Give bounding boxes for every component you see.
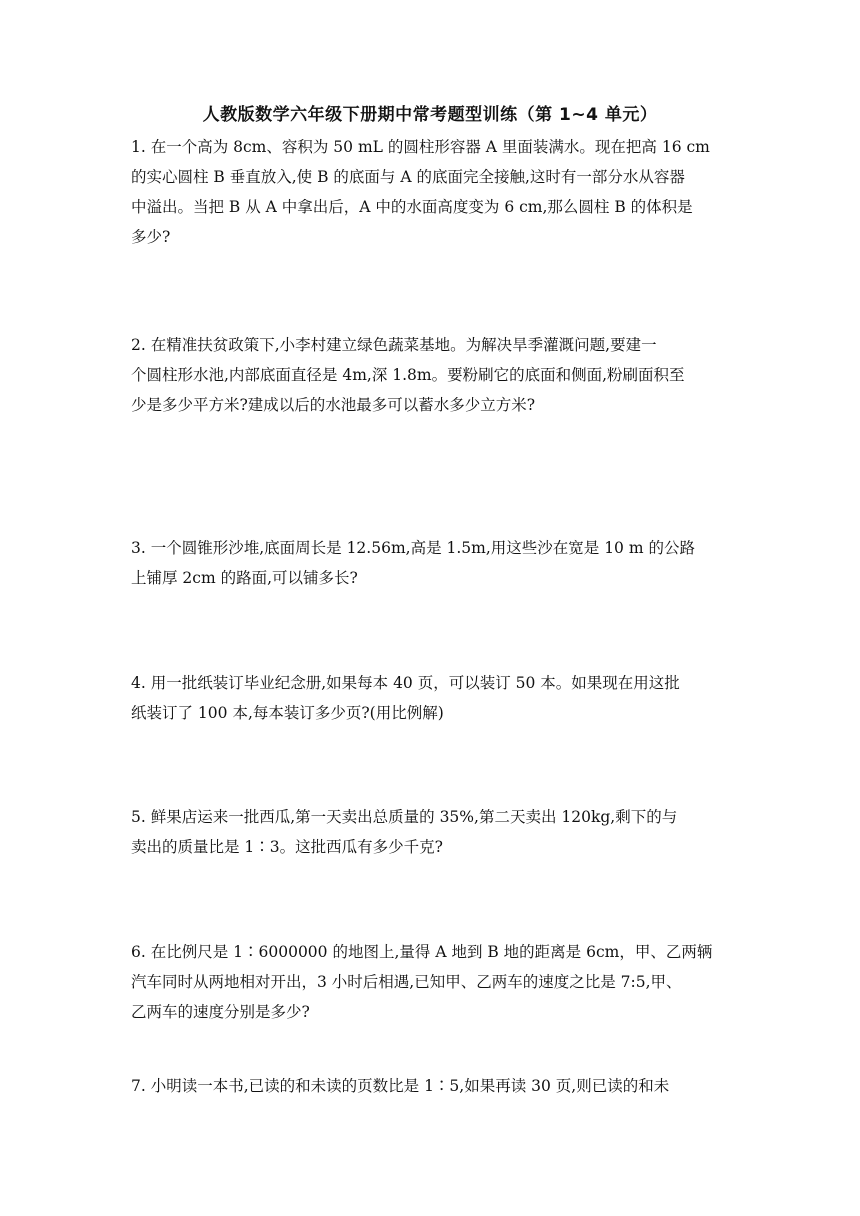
question-line: 汽车同时从两地相对开出，3 小时后相遇,已知甲、乙两车的速度之比是 7:5,甲、 <box>131 973 682 991</box>
question-line: 中溢出。当把 B 从 A 中拿出后，A 中的水面高度变为 6 cm,那么圆柱 B 的体积是 <box>131 198 693 216</box>
question-1 <box>131 132 731 252</box>
question-line: 3. 一个圆锥形沙堆,底面周长是 12.56m,高是 1.5m,用这些沙在宽是 10 m 的公路 <box>131 539 695 557</box>
question-6 <box>131 937 731 1027</box>
question-7 <box>131 1071 731 1101</box>
question-3 <box>131 533 731 593</box>
question-line: 4. 用一批纸装订毕业纪念册,如果每本 40 页，可以装订 50 本。如果现在用这批 <box>131 674 680 692</box>
question-line: 个圆柱形水池,内部底面直径是 4m,深 1.8m。要粉刷它的底面和侧面,粉刷面积至 <box>131 366 685 384</box>
question-line: 卖出的质量比是 1∶3。这批西瓜有多少千克? <box>131 838 443 856</box>
question-line: 2. 在精准扶贫政策下,小李村建立绿色蔬菜基地。为解决旱季灌溉问题,要建一 <box>131 336 657 354</box>
question-line: 7. 小明读一本书,已读的和未读的页数比是 1∶5,如果再读 30 页,则已读的和未 <box>131 1077 670 1095</box>
question-line: 6. 在比例尺是 1∶6000000 的地图上,量得 A 地到 B 地的距离是 6cm，甲、乙两辆 <box>131 943 713 961</box>
question-line: 1. 在一个高为 8cm、容积为 50 mL 的圆柱形容器 A 里面装满水。现在把高 16 cm <box>131 138 710 156</box>
question-line: 多少? <box>131 228 171 246</box>
question-line: 上铺厚 2cm 的路面,可以铺多长? <box>131 569 358 587</box>
question-2 <box>131 330 731 420</box>
document-title: 人教版数学六年级下册期中常考题型训练（第 1~4 单元） <box>202 105 658 125</box>
question-line: 少是多少平方米?建成以后的水池最多可以蓄水多少立方米? <box>131 396 536 414</box>
question-line: 的实心圆柱 B 垂直放入,使 B 的底面与 A 的底面完全接触,这时有一部分水从容器 <box>131 168 685 186</box>
question-line: 乙两车的速度分别是多少? <box>131 1003 310 1021</box>
question-line: 5. 鲜果店运来一批西瓜,第一天卖出总质量的 35%,第二天卖出 120kg,剩下的与 <box>131 808 678 826</box>
question-line: 纸装订了 100 本,每本装订多少页?(用比例解) <box>131 704 444 722</box>
question-4 <box>131 668 731 728</box>
question-5 <box>131 802 731 862</box>
